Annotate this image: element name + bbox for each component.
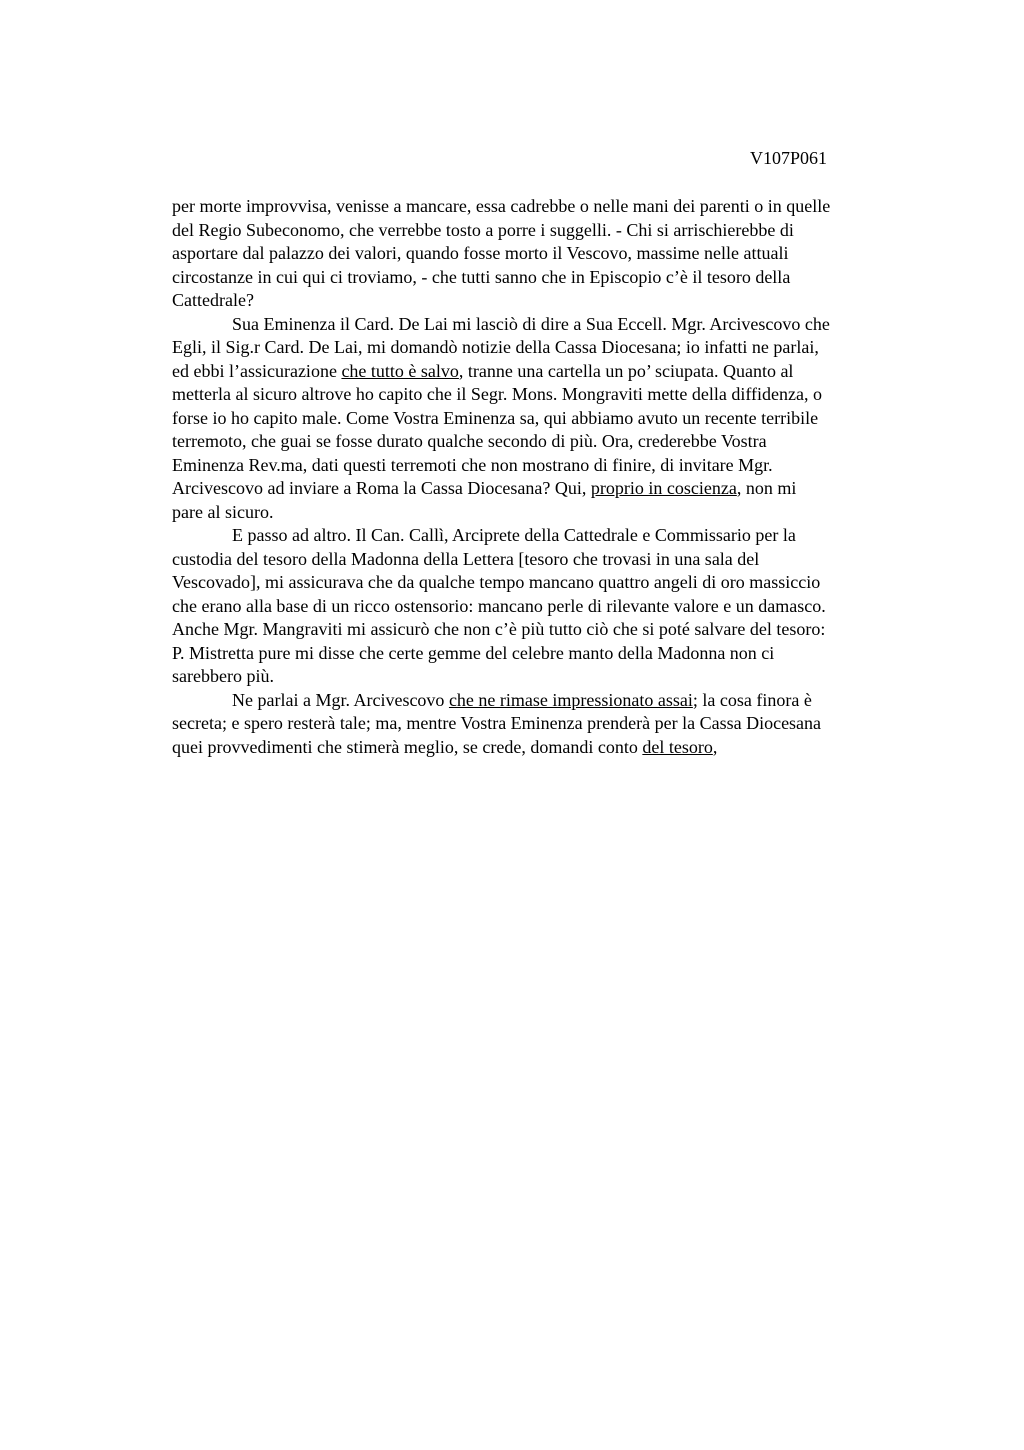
text-run: custodia del tesoro della Madonna della Lettera [tesoro che trovasi in una sala del bbox=[172, 548, 760, 569]
text-line bbox=[172, 642, 932, 666]
text-run: E passo ad altro. Il Can. Callì, Arciprete della Cattedrale e Commissario per la bbox=[232, 525, 796, 545]
text-line bbox=[172, 242, 932, 266]
text-line bbox=[172, 712, 932, 736]
paragraph bbox=[172, 195, 932, 313]
underlined-text: del tesoro bbox=[642, 736, 713, 757]
text-line bbox=[172, 360, 932, 384]
text-line bbox=[172, 195, 932, 219]
text-line bbox=[172, 336, 932, 360]
text-line bbox=[172, 266, 932, 290]
text-run: Sua Eminenza il Card. De Lai mi lasciò di dire a Sua Eccell. Mgr. Arcivescovo che bbox=[232, 313, 830, 334]
text-line bbox=[172, 689, 932, 713]
text-run: che erano alla base di un ricco ostensorio: mancano perle di rilevante valore e un damasco. bbox=[172, 595, 826, 616]
text-line bbox=[172, 501, 932, 525]
text-run: quei provvedimenti che stimerà meglio, se crede, domandi conto bbox=[172, 736, 643, 757]
text-run: del Regio Subeconomo, che verrebbe tosto a porre i suggelli. - Chi si arrischierebbe di bbox=[172, 219, 794, 240]
text-run: ; la cosa finora è bbox=[692, 689, 812, 710]
text-run: , tranne una cartella un po’ sciupata. Quanto al bbox=[458, 360, 794, 381]
text-run: circostanze in cui qui ci troviamo, - che tutti sanno che in Episcopio c’è il tesoro della bbox=[172, 266, 791, 287]
text-run: Egli, il Sig.r Card. De Lai, mi domandò notizie della Cassa Diocesana; io infatti ne parlai, bbox=[172, 337, 819, 357]
text-run: asportare dal palazzo dei valori, quando fosse morto il Vescovo, massime nelle attuali bbox=[172, 243, 789, 263]
text-line bbox=[172, 289, 932, 313]
text-line bbox=[172, 524, 932, 548]
text-run: Vescovado], mi assicurava che da qualche tempo mancano quattro angeli di oro massiccio bbox=[172, 572, 821, 592]
text-line bbox=[172, 618, 932, 642]
text-line bbox=[172, 736, 932, 760]
text-line bbox=[172, 477, 932, 501]
text-line bbox=[172, 383, 932, 407]
text-run: terremoto, che guai se fosse durato qualche secondo di più. Ora, crederebbe Vostra bbox=[172, 431, 767, 451]
text-run: Ne parlai a Mgr. Arcivescovo bbox=[232, 689, 449, 710]
text-line bbox=[172, 548, 932, 572]
text-run: per morte improvvisa, venisse a mancare, essa cadrebbe o nelle mani dei parenti o in quelle bbox=[172, 196, 831, 216]
underlined-text: che ne rimase impressionato assai bbox=[448, 689, 693, 710]
text-run: Anche Mgr. Mangraviti mi assicurò che non c’è più tutto ciò che si poté salvare del tesoro: bbox=[172, 619, 826, 639]
text-run: , non mi bbox=[736, 478, 797, 498]
underlined-text: proprio in coscienza bbox=[590, 478, 737, 498]
page-reference: V107P061 bbox=[750, 148, 828, 168]
text-run: , bbox=[712, 736, 718, 757]
underlined-text: che tutto è salvo bbox=[341, 360, 459, 381]
text-run: secreta; e spero resterà tale; ma, mentre Vostra Eminenza prenderà per la Cassa Diocesana bbox=[172, 713, 822, 733]
text-line bbox=[172, 454, 932, 478]
text-line bbox=[172, 665, 932, 689]
text-run: metterla al sicuro altrove ho capito che il Segr. Mons. Mongraviti mette della diffidenza, o bbox=[172, 384, 822, 404]
text-run: Eminenza Rev.ma, dati questi terremoti che non mostrano di finire, di invitare Mgr. bbox=[172, 454, 773, 475]
text-run: ed ebbi l’assicurazione bbox=[172, 360, 342, 381]
text-line bbox=[172, 313, 932, 337]
letter-body bbox=[172, 195, 932, 759]
text-run: P. Mistretta pure mi disse che certe gemme del celebre manto della Madonna non ci bbox=[172, 642, 775, 663]
text-line bbox=[172, 407, 932, 431]
text-run: pare al sicuro. bbox=[172, 501, 274, 522]
text-run: forse io ho capito male. Come Vostra Eminenza sa, qui abbiamo avuto un recente terribile bbox=[172, 407, 819, 428]
text-line bbox=[172, 571, 932, 595]
text-line bbox=[172, 430, 932, 454]
text-line bbox=[172, 595, 932, 619]
paragraph bbox=[172, 689, 932, 760]
text-run: Cattedrale? bbox=[172, 290, 254, 310]
text-line bbox=[172, 219, 932, 243]
paragraph bbox=[172, 524, 932, 689]
paragraph bbox=[172, 313, 932, 525]
text-run: sarebbero più. bbox=[172, 666, 274, 686]
text-run: Arcivescovo ad inviare a Roma la Cassa Diocesana? Qui, bbox=[172, 478, 591, 498]
